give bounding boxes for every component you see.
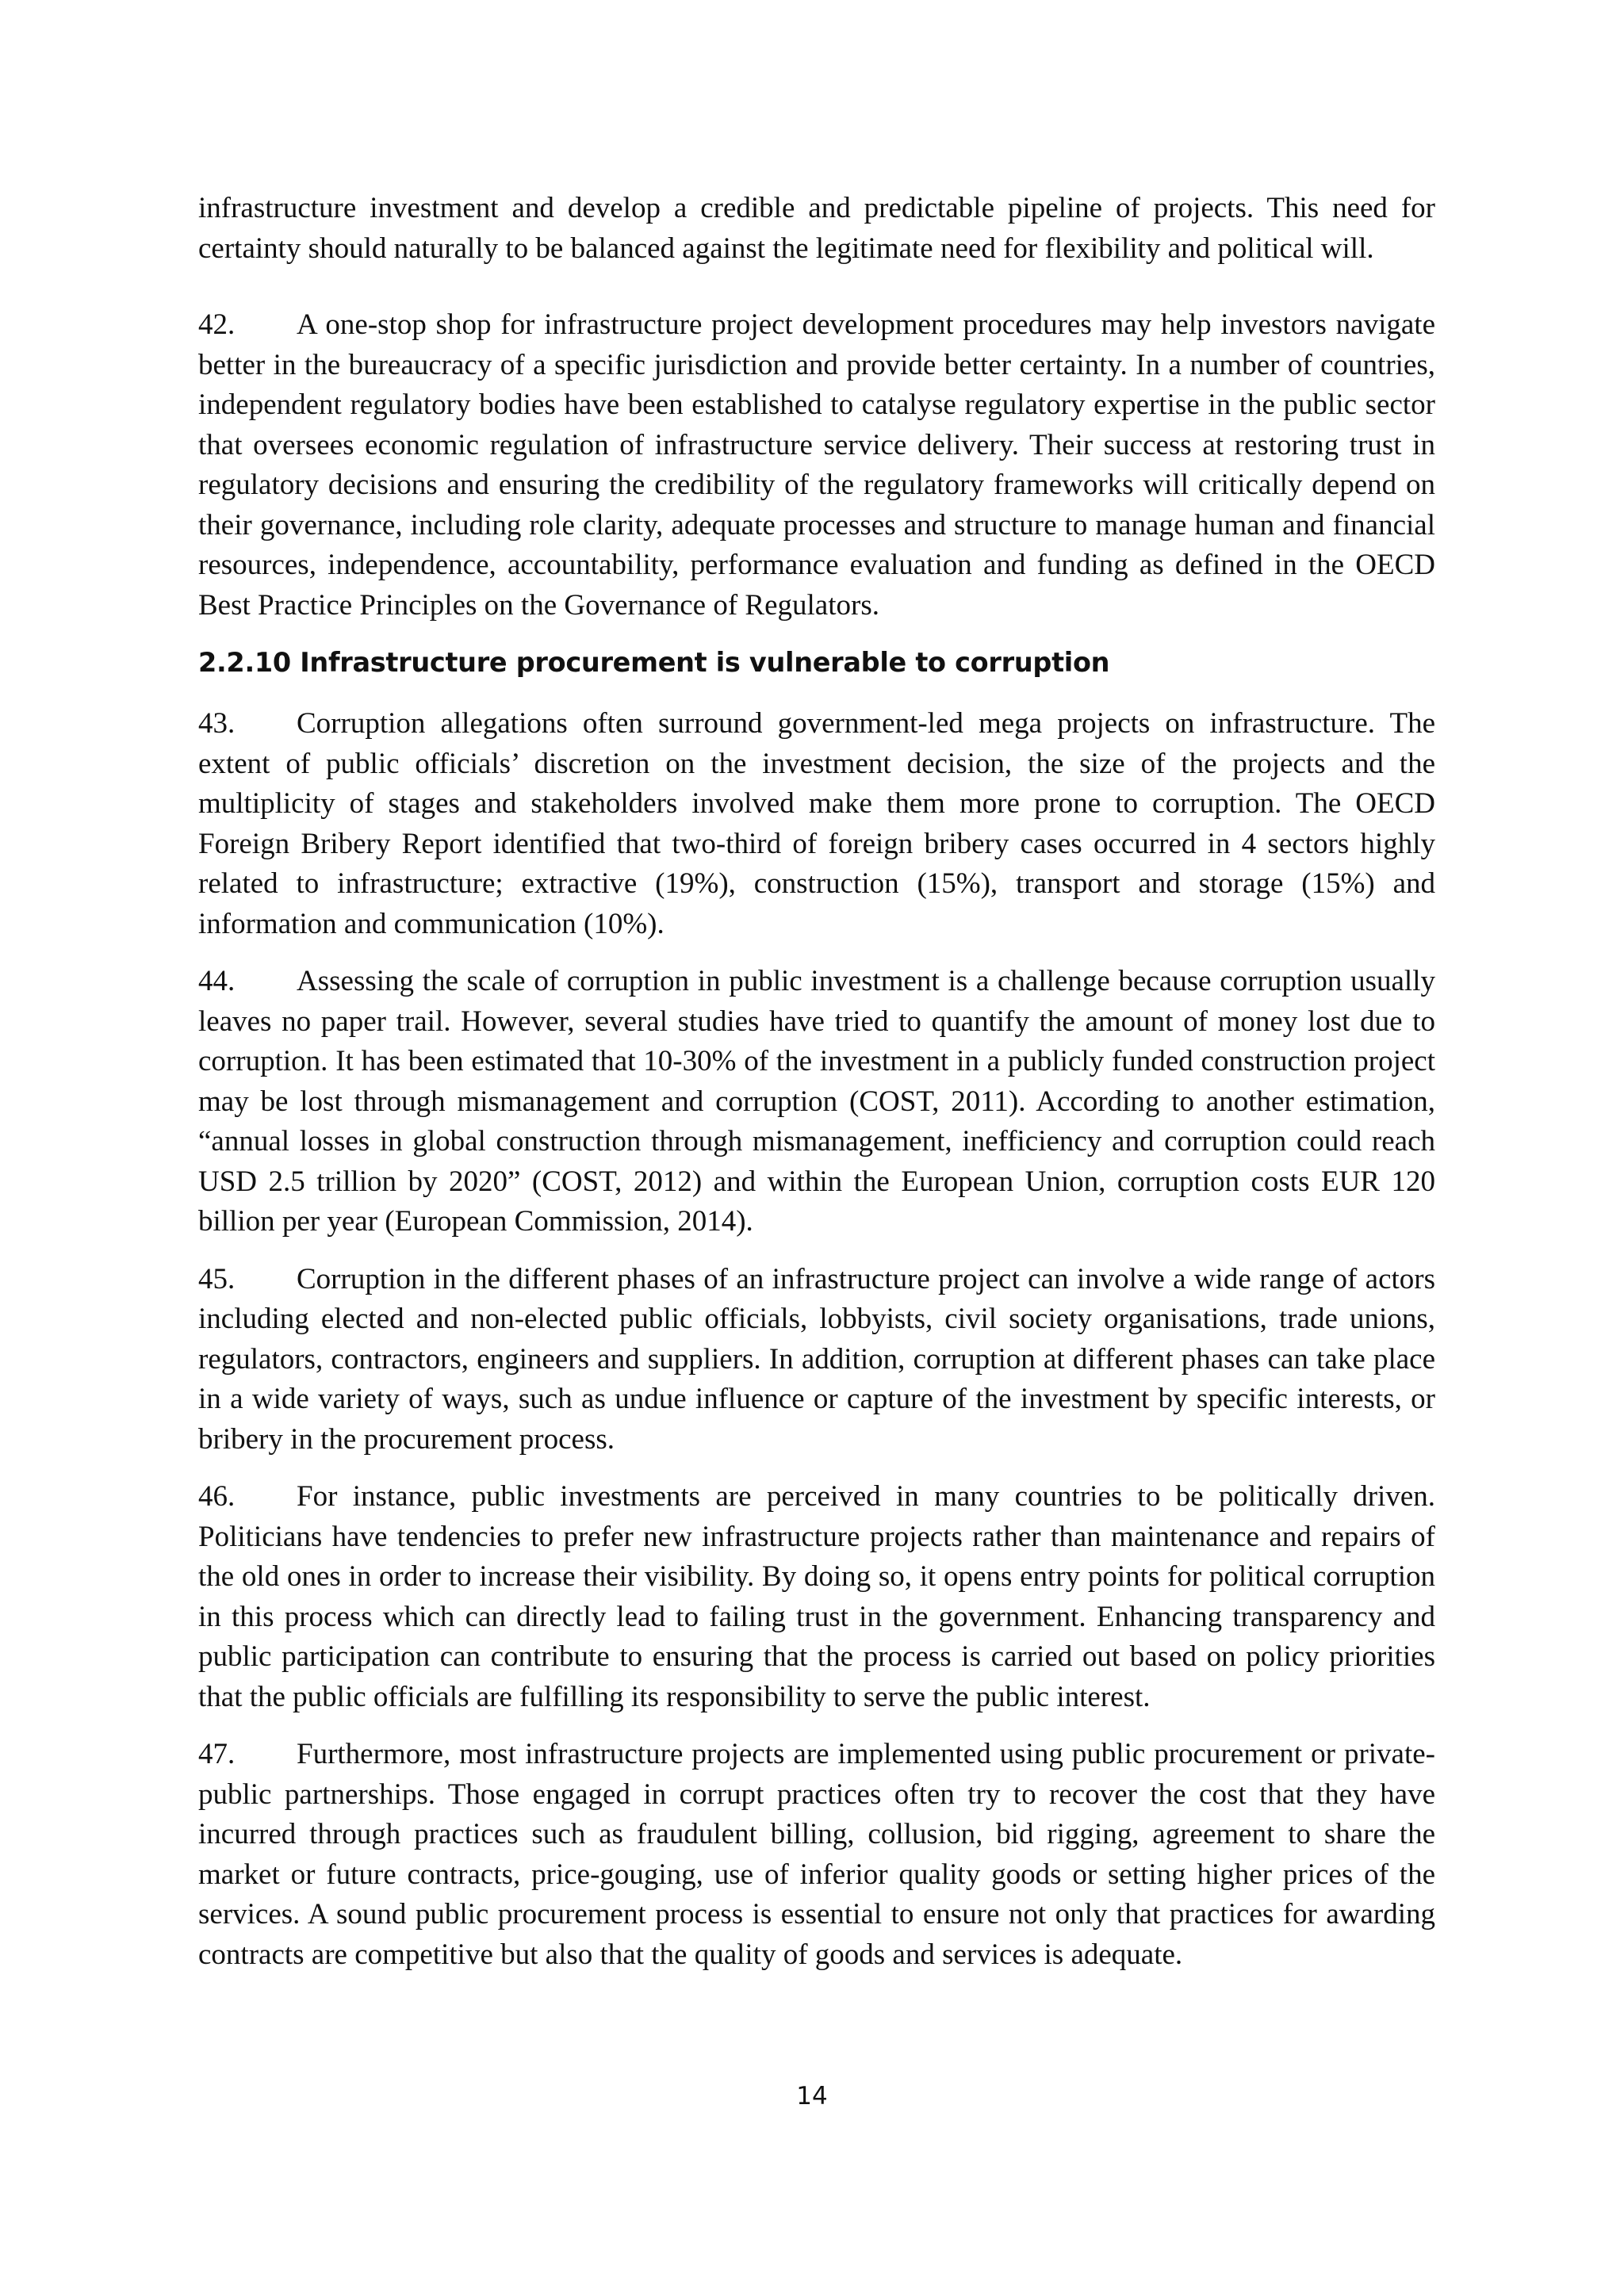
paragraph-number: 42.: [198, 308, 236, 341]
paragraph-45: [198, 1260, 1435, 1460]
paragraph-text: Corruption in the different phases of an infrastructure project can involve a wide range of actors including elected and non-elected public officials, lobbyists, civil society organisations, trade unions, regulators, contractors, engineers and suppliers. In addition, corruption at different phases can take place in a wide variety of ways, such as undue influence or capture of the investment by specific interests, or bribery in the procurement process.: [198, 1262, 1435, 1456]
page-number: 14: [796, 2082, 828, 2110]
document-page: [198, 189, 1435, 1975]
paragraph-text: A one-stop shop for infrastructure project development procedures may help investors navigate better in the bureaucracy of a specific jurisdiction and provide better certainty. In a number of countries, independent regulatory bodies have been established to catalyse regulatory expertise in the public sector that oversees economic regulation of infrastructure service delivery. Their success at restoring trust in regulatory decisions and ensuring the credibility of the regulatory frameworks will critically depend on their governance, including role clarity, adequate processes and structure to manage human and financial resources, independence, accountability, performance evaluation and funding as defined in the OECD Best Practice Principles on the Governance of Regulators.: [198, 308, 1435, 622]
paragraph-43: [198, 704, 1435, 944]
paragraph-number: 45.: [198, 1262, 236, 1295]
paragraph-text: Furthermore, most infrastructure projects are implemented using public procurement or private-public partnerships. Those engaged in corrupt practices often try to recover the cost that they have incurred through practices such as fraudulent billing, collusion, bid rigging, agreement to share the market or future contracts, price-gouging, use of inferior quality goods or setting higher prices of the services. A sound public procurement process is essential to ensure not only that practices for awarding contracts are competitive but also that the quality of goods and services is adequate.: [198, 1738, 1435, 1971]
paragraph-number: 46.: [198, 1480, 236, 1513]
paragraph-47: [198, 1735, 1435, 1975]
paragraph-text: Corruption allegations often surround government-led mega projects on infrastructure. The extent of public officials’ discretion on the investment decision, the size of the projects and the multiplicity of stages and stakeholders involved make them more prone to corruption. The OECD Foreign Bribery Report identified that two-third of foreign bribery cases occurred in 4 sectors highly related to infrastructure; extractive (19%), construction (15%), transport and storage (15%) and information and communication (10%).: [198, 707, 1435, 940]
paragraph-44: [198, 962, 1435, 1242]
paragraph-number: 47.: [198, 1738, 236, 1770]
paragraph-number: 43.: [198, 707, 236, 740]
section-heading: 2.2.10 Infrastructure procurement is vulnerable to corruption: [198, 647, 1110, 678]
intro-paragraph: infrastructure investment and develop a credible and predictable pipeline of projects. This need for certainty should naturally to be balanced against the legitimate need for flexibility and political will.: [198, 192, 1435, 265]
paragraph-text: For instance, public investments are perceived in many countries to be politically driven. Politicians have tendencies to prefer new infrastructure projects rather than maintenance and repairs of the old ones in order to increase their visibility. By doing so, it opens entry points for political corruption in this process which can directly lead to failing trust in the government. Enhancing transparency and public participation can contribute to ensuring that the process is carried out based on policy priorities that the public officials are fulfilling its responsibility to serve the public interest.: [198, 1480, 1435, 1713]
paragraph-number: 44.: [198, 965, 236, 997]
paragraph-46: [198, 1477, 1435, 1717]
paragraph-42: [198, 305, 1435, 626]
paragraph-text: Assessing the scale of corruption in public investment is a challenge because corruption usually leaves no paper trail. However, several studies have tried to quantify the amount of money lost due to corruption. It has been estimated that 10-30% of the investment in a publicly funded construction project may be lost through mismanagement and corruption (COST, 2011). According to another estimation, “annual losses in global construction through mismanagement, inefficiency and corruption could reach USD 2.5 trillion by 2020” (COST, 2012) and within the European Union, corruption costs EUR 120 billion per year (European Commission, 2014).: [198, 965, 1435, 1238]
